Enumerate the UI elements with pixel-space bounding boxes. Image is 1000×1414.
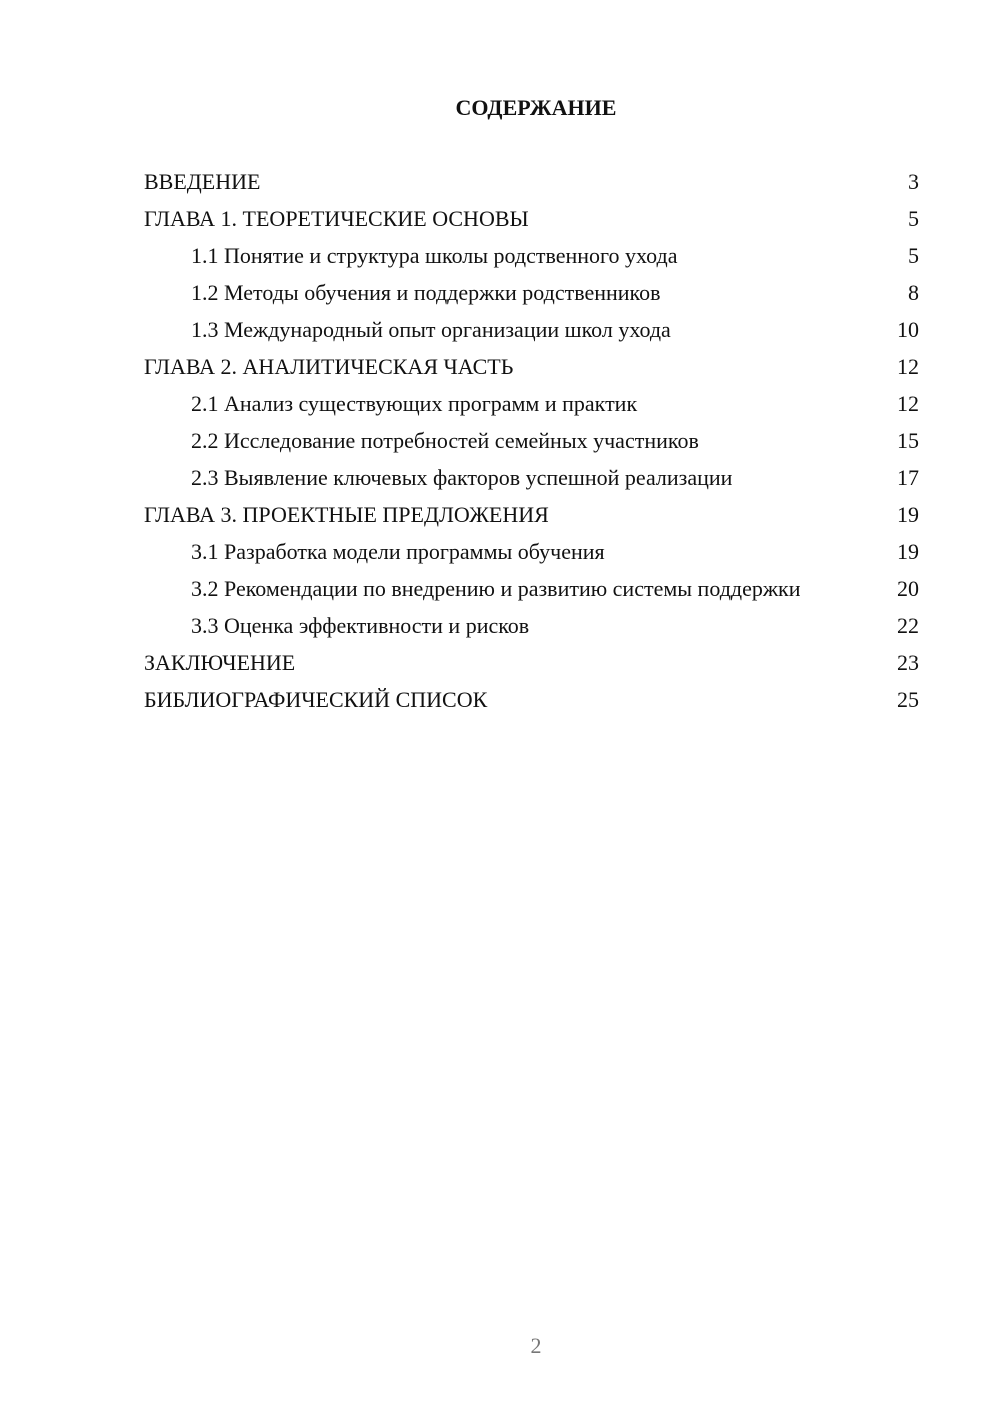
toc-entry-bibliography[interactable] xyxy=(144,686,919,713)
toc-entry-section-2-1[interactable] xyxy=(144,390,919,417)
toc-entry-label: ГЛАВА 1. ТЕОРЕТИЧЕСКИЕ ОСНОВЫ xyxy=(144,206,529,231)
toc-entry-chapter-2[interactable] xyxy=(144,353,919,380)
toc-entry-label: 3.1 Разработка модели программы обучения xyxy=(191,539,605,564)
toc-entry-page: 20 xyxy=(897,576,919,601)
toc-entry-page: 15 xyxy=(897,428,919,453)
toc-entry-label: 1.2 Методы обучения и поддержки родственников xyxy=(191,280,661,305)
toc-entry-section-1-1[interactable] xyxy=(144,242,919,269)
toc-entry-label: 2.2 Исследование потребностей семейных участников xyxy=(191,428,699,453)
toc-entry-page: 23 xyxy=(897,650,919,675)
toc-entry-label: 2.1 Анализ существующих программ и практик xyxy=(191,391,638,416)
toc-entry-label: ЗАКЛЮЧЕНИЕ xyxy=(144,650,296,675)
toc-entry-section-2-3[interactable] xyxy=(144,464,919,491)
toc-entry-section-1-2[interactable] xyxy=(144,279,919,306)
toc-entry-page: 22 xyxy=(897,613,919,638)
toc-entry-label: ГЛАВА 3. ПРОЕКТНЫЕ ПРЕДЛОЖЕНИЯ xyxy=(144,502,549,527)
toc-entry-label: 3.3 Оценка эффективности и рисков xyxy=(191,613,530,638)
toc-entry-label: 3.2 Рекомендации по внедрению и развитию системы поддержки xyxy=(191,576,801,601)
toc-entry-introduction[interactable] xyxy=(144,168,919,195)
toc-entry-page: 3 xyxy=(908,169,919,194)
toc-entry-section-3-3[interactable] xyxy=(144,612,919,639)
toc-entry-page: 8 xyxy=(908,280,919,305)
toc-entry-section-1-3[interactable] xyxy=(144,316,919,343)
toc-entry-conclusion[interactable] xyxy=(144,649,919,676)
toc-entry-label: ГЛАВА 2. АНАЛИТИЧЕСКАЯ ЧАСТЬ xyxy=(144,354,514,379)
toc-entry-label: 2.3 Выявление ключевых факторов успешной реализации xyxy=(191,465,733,490)
toc-entry-page: 19 xyxy=(897,539,919,564)
toc-entry-page: 19 xyxy=(897,502,919,527)
toc-entry-label: ВВЕДЕНИЕ xyxy=(144,169,261,194)
toc-entry-page: 12 xyxy=(897,354,919,379)
toc-entry-page: 25 xyxy=(897,687,919,712)
toc-entry-page: 10 xyxy=(897,317,919,342)
toc-entry-section-2-2[interactable] xyxy=(144,427,919,454)
toc-entry-chapter-1[interactable] xyxy=(144,205,919,232)
toc-entry-label: 1.3 Международный опыт организации школ ухода xyxy=(191,317,671,342)
toc-entry-page: 12 xyxy=(897,391,919,416)
toc-entry-chapter-3[interactable] xyxy=(144,501,919,528)
toc-entry-label: БИБЛИОГРАФИЧЕСКИЙ СПИСОК xyxy=(144,687,488,712)
toc-entry-label: 1.1 Понятие и структура школы родственного ухода xyxy=(191,243,678,268)
toc-entry-section-3-2[interactable] xyxy=(144,575,919,602)
toc-entry-page: 17 xyxy=(897,465,919,490)
toc-entry-page: 5 xyxy=(908,243,919,268)
toc-title: СОДЕРЖАНИЕ xyxy=(455,95,617,120)
toc-entry-section-3-1[interactable] xyxy=(144,538,919,565)
toc-entry-page: 5 xyxy=(908,206,919,231)
table-of-contents xyxy=(144,168,919,723)
page-number: 2 xyxy=(530,1333,542,1358)
